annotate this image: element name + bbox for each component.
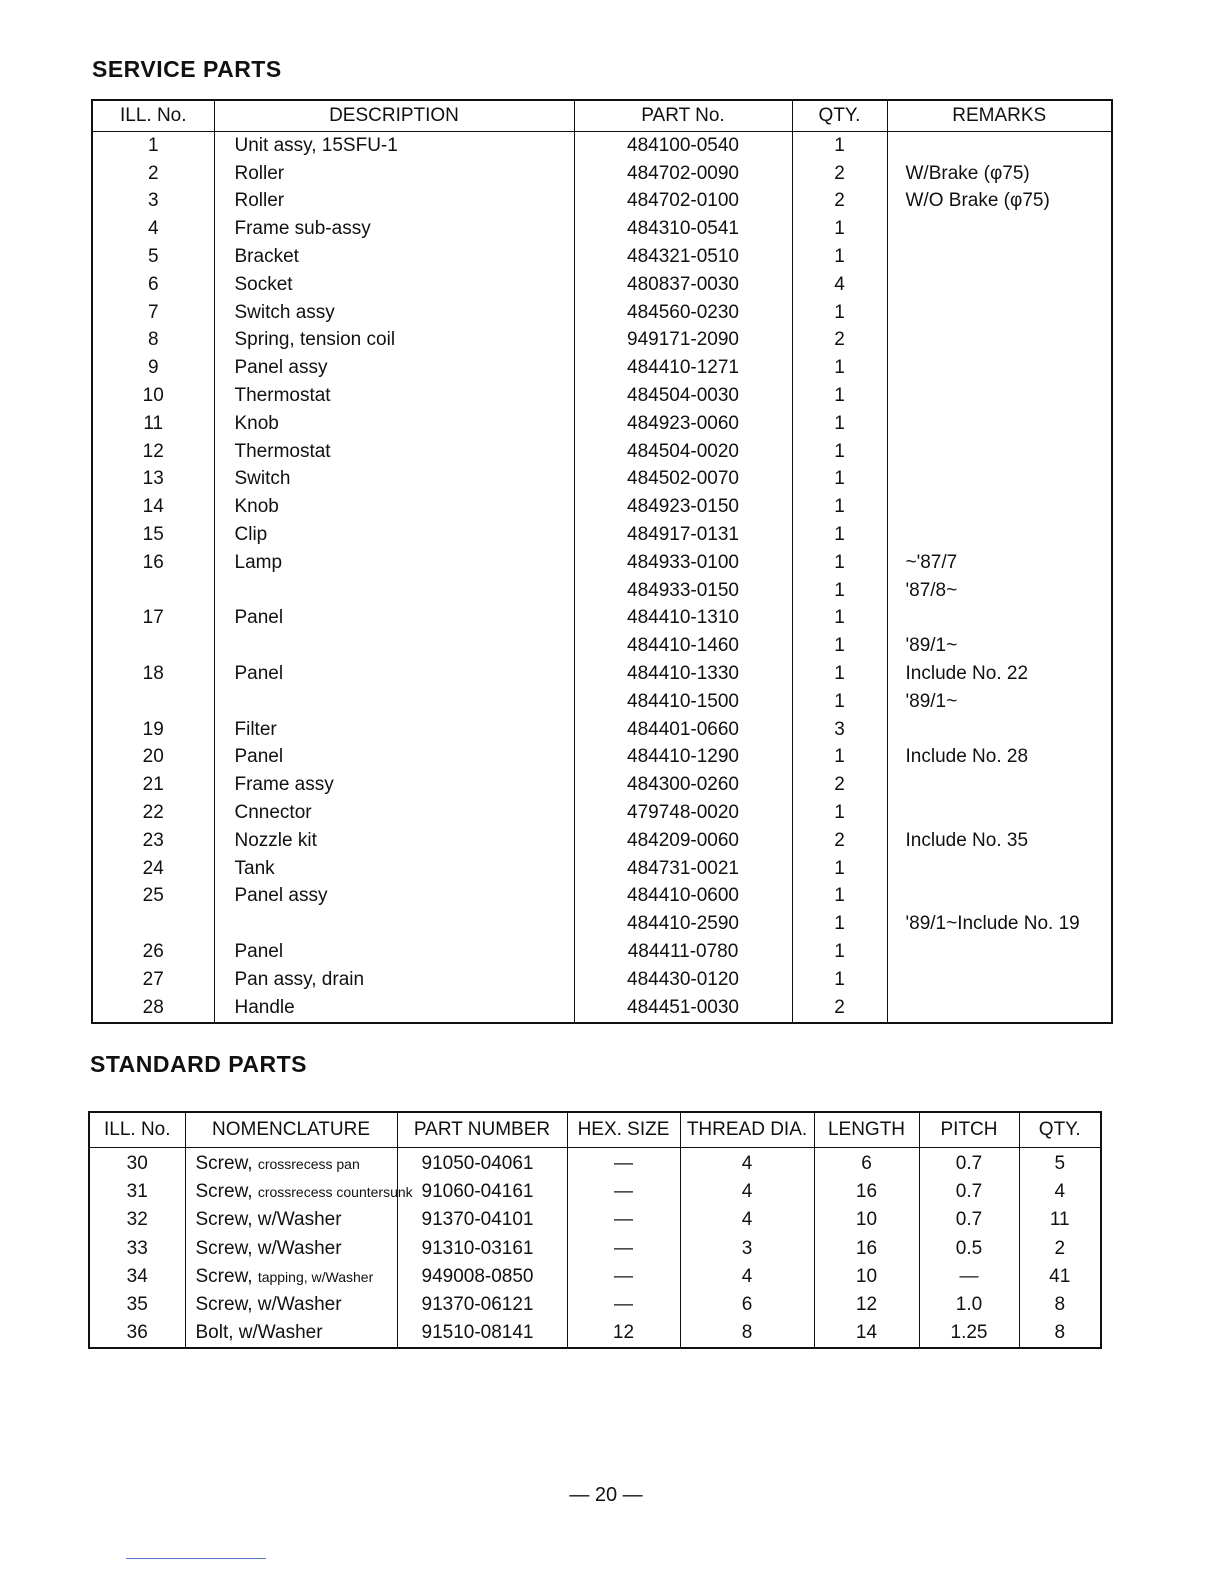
nomenclature-cell	[185, 1178, 413, 1206]
ill-number-cell: 21	[92, 771, 214, 799]
description-cell: Roller	[214, 160, 574, 188]
quantity-cell: 1	[792, 466, 887, 494]
part-number-cell: 484410-1460	[574, 632, 792, 660]
quantity-cell: 1	[792, 688, 887, 716]
ill-number-cell: 10	[92, 382, 214, 410]
part-number-cell: 479748-0020	[574, 799, 792, 827]
remarks-cell	[887, 771, 1112, 799]
description-cell: Panel assy	[214, 354, 574, 382]
table-row	[92, 382, 1112, 410]
pitch-cell: 0.7	[919, 1206, 1019, 1234]
description-cell: Tank	[214, 855, 574, 883]
ill-number-cell: 36	[89, 1319, 185, 1348]
part-number-cell: 484502-0070	[574, 466, 792, 494]
part-number-cell: 484504-0020	[574, 438, 792, 466]
table-row	[92, 771, 1112, 799]
description-cell: Nozzle kit	[214, 827, 574, 855]
part-number-cell: 484917-0131	[574, 521, 792, 549]
pitch-cell: 0.7	[919, 1148, 1019, 1179]
column-header: PART No.	[574, 100, 792, 132]
column-header: PART NUMBER	[397, 1112, 567, 1148]
remarks-cell	[887, 716, 1112, 744]
nomenclature-detail: crossrecess pan	[257, 1156, 360, 1173]
quantity-cell: 1	[792, 410, 887, 438]
nomenclature-detail: tapping, w/Washer	[257, 1268, 374, 1285]
ill-number-cell: 16	[92, 549, 214, 577]
table-row	[89, 1319, 1101, 1348]
quantity-cell: 1	[792, 910, 887, 938]
service-parts-heading: SERVICE PARTS	[92, 56, 282, 82]
part-number-cell: 484504-0030	[574, 382, 792, 410]
table-header-row	[92, 100, 1112, 132]
part-number-cell: 484560-0230	[574, 299, 792, 327]
ill-number-cell: 20	[92, 744, 214, 772]
table-row	[92, 493, 1112, 521]
quantity-cell: 1	[792, 605, 887, 633]
ill-number-cell: 27	[92, 966, 214, 994]
remarks-cell	[887, 855, 1112, 883]
ill-number-cell: 15	[92, 521, 214, 549]
table-row	[92, 410, 1112, 438]
description-cell: Cnnector	[214, 799, 574, 827]
ill-number-cell: 4	[92, 215, 214, 243]
description-cell: Frame assy	[214, 771, 574, 799]
remarks-cell	[887, 883, 1112, 911]
quantity-cell: 4	[792, 271, 887, 299]
nomenclature-cell	[185, 1235, 397, 1263]
remarks-cell	[887, 271, 1112, 299]
column-header: THREAD DIA.	[680, 1112, 814, 1148]
thread-dia-cell: 6	[680, 1291, 814, 1319]
remarks-cell: W/O Brake (φ75)	[887, 188, 1112, 216]
part-number-cell: 91370-04101	[397, 1206, 567, 1234]
ill-number-cell: 35	[89, 1291, 185, 1319]
hex-size-cell: —	[567, 1178, 680, 1206]
quantity-cell: 41	[1019, 1263, 1101, 1291]
ill-number-cell: 25	[92, 883, 214, 911]
column-header: NOMENCLATURE	[185, 1112, 397, 1148]
table-row	[92, 243, 1112, 271]
part-number-cell: 484310-0541	[574, 215, 792, 243]
description-cell	[214, 632, 574, 660]
table-row	[89, 1148, 1101, 1179]
remarks-cell	[887, 466, 1112, 494]
quantity-cell: 2	[792, 771, 887, 799]
table-header-row	[89, 1112, 1101, 1148]
part-number-cell: 91060-04161	[397, 1178, 567, 1206]
part-number-cell: 484430-0120	[574, 966, 792, 994]
footer-divider	[126, 1558, 266, 1559]
length-cell: 14	[814, 1319, 919, 1348]
pitch-cell: —	[919, 1263, 1019, 1291]
quantity-cell: 2	[1019, 1235, 1101, 1263]
table-row	[92, 549, 1112, 577]
ill-number-cell: 17	[92, 605, 214, 633]
remarks-cell: Include No. 35	[887, 827, 1112, 855]
table-row	[92, 327, 1112, 355]
table-row	[92, 799, 1112, 827]
ill-number-cell: 30	[89, 1148, 185, 1179]
column-header: LENGTH	[814, 1112, 919, 1148]
quantity-cell: 1	[792, 438, 887, 466]
nomenclature-cell	[185, 1291, 397, 1319]
nomenclature-main: Screw, w/Washer	[195, 1237, 342, 1259]
hex-size-cell: —	[567, 1206, 680, 1234]
ill-number-cell: 5	[92, 243, 214, 271]
thread-dia-cell: 3	[680, 1235, 814, 1263]
ill-number-cell: 13	[92, 466, 214, 494]
remarks-cell	[887, 327, 1112, 355]
quantity-cell: 1	[792, 660, 887, 688]
column-header: QTY.	[1019, 1112, 1101, 1148]
part-number-cell: 91050-04061	[397, 1148, 567, 1179]
pitch-cell: 1.25	[919, 1319, 1019, 1348]
ill-number-cell: 23	[92, 827, 214, 855]
table-row	[92, 744, 1112, 772]
remarks-cell	[887, 382, 1112, 410]
length-cell: 16	[814, 1178, 919, 1206]
table-row	[92, 521, 1112, 549]
table-row	[92, 215, 1112, 243]
description-cell: Panel	[214, 938, 574, 966]
description-cell: Panel	[214, 744, 574, 772]
column-header: HEX. SIZE	[567, 1112, 680, 1148]
description-cell	[214, 910, 574, 938]
remarks-cell	[887, 994, 1112, 1023]
ill-number-cell: 7	[92, 299, 214, 327]
part-number-cell: 949171-2090	[574, 327, 792, 355]
thread-dia-cell: 4	[680, 1178, 814, 1206]
description-cell	[214, 577, 574, 605]
remarks-cell	[887, 243, 1112, 271]
quantity-cell: 4	[1019, 1178, 1101, 1206]
table-row	[92, 688, 1112, 716]
part-number-cell: 484410-1271	[574, 354, 792, 382]
length-cell: 10	[814, 1263, 919, 1291]
description-cell: Switch	[214, 466, 574, 494]
table-row	[89, 1235, 1101, 1263]
ill-number-cell: 2	[92, 160, 214, 188]
thread-dia-cell: 4	[680, 1206, 814, 1234]
ill-number-cell: 24	[92, 855, 214, 883]
description-cell: Pan assy, drain	[214, 966, 574, 994]
ill-number-cell: 19	[92, 716, 214, 744]
part-number-cell: 484702-0090	[574, 160, 792, 188]
part-number-cell: 484209-0060	[574, 827, 792, 855]
description-cell: Switch assy	[214, 299, 574, 327]
length-cell: 16	[814, 1235, 919, 1263]
description-cell: Filter	[214, 716, 574, 744]
quantity-cell: 1	[792, 966, 887, 994]
quantity-cell: 1	[792, 744, 887, 772]
table-row	[92, 438, 1112, 466]
quantity-cell: 2	[792, 160, 887, 188]
part-number-cell: 484410-1330	[574, 660, 792, 688]
quantity-cell: 1	[792, 215, 887, 243]
ill-number-cell: 1	[92, 132, 214, 160]
table-row	[92, 994, 1112, 1023]
part-number-cell: 484451-0030	[574, 994, 792, 1023]
nomenclature-cell	[185, 1206, 397, 1234]
ill-number-cell: 9	[92, 354, 214, 382]
nomenclature-main: Screw,	[195, 1265, 253, 1287]
ill-number-cell	[92, 688, 214, 716]
remarks-cell	[887, 493, 1112, 521]
description-cell: Knob	[214, 493, 574, 521]
quantity-cell: 1	[792, 493, 887, 521]
remarks-cell	[887, 299, 1112, 327]
thread-dia-cell: 4	[680, 1263, 814, 1291]
remarks-cell: '87/8~	[887, 577, 1112, 605]
remarks-cell	[887, 938, 1112, 966]
description-cell: Panel assy	[214, 883, 574, 911]
ill-number-cell	[92, 632, 214, 660]
table-row	[92, 716, 1112, 744]
length-cell: 10	[814, 1206, 919, 1234]
standard-parts-table	[88, 1111, 1102, 1349]
column-header: ILL. No.	[89, 1112, 185, 1148]
nomenclature-main: Screw,	[195, 1153, 253, 1175]
ill-number-cell: 28	[92, 994, 214, 1023]
service-parts-table	[91, 99, 1113, 1024]
part-number-cell: 484410-1310	[574, 605, 792, 633]
description-cell: Panel	[214, 605, 574, 633]
table-row	[92, 132, 1112, 160]
table-row	[92, 827, 1112, 855]
table-row	[92, 271, 1112, 299]
part-number-cell: 91370-06121	[397, 1291, 567, 1319]
table-row	[92, 577, 1112, 605]
hex-size-cell: —	[567, 1148, 680, 1179]
ill-number-cell: 31	[89, 1178, 185, 1206]
description-cell: Frame sub-assy	[214, 215, 574, 243]
quantity-cell: 2	[792, 827, 887, 855]
table-row	[89, 1178, 1101, 1206]
nomenclature-cell	[185, 1263, 397, 1291]
part-number-cell: 484401-0660	[574, 716, 792, 744]
quantity-cell: 1	[792, 938, 887, 966]
remarks-cell	[887, 410, 1112, 438]
ill-number-cell: 32	[89, 1206, 185, 1234]
ill-number-cell: 18	[92, 660, 214, 688]
nomenclature-main: Screw, w/Washer	[195, 1209, 342, 1231]
table-row	[92, 160, 1112, 188]
remarks-cell: '89/1~	[887, 688, 1112, 716]
table-row	[89, 1263, 1101, 1291]
nomenclature-detail: crossrecess countersunk	[257, 1184, 413, 1201]
quantity-cell: 1	[792, 299, 887, 327]
remarks-cell: '89/1~Include No. 19	[887, 910, 1112, 938]
quantity-cell: 1	[792, 382, 887, 410]
part-number-cell: 484731-0021	[574, 855, 792, 883]
table-row	[92, 883, 1112, 911]
ill-number-cell: 22	[92, 799, 214, 827]
description-cell: Handle	[214, 994, 574, 1023]
nomenclature-main: Screw,	[195, 1181, 253, 1203]
ill-number-cell: 14	[92, 493, 214, 521]
remarks-cell	[887, 521, 1112, 549]
table-row	[92, 910, 1112, 938]
table-row	[92, 605, 1112, 633]
remarks-cell	[887, 132, 1112, 160]
table-row	[92, 299, 1112, 327]
ill-number-cell: 11	[92, 410, 214, 438]
nomenclature-main: Screw, w/Washer	[195, 1294, 342, 1316]
description-cell: Knob	[214, 410, 574, 438]
description-cell	[214, 688, 574, 716]
column-header: PITCH	[919, 1112, 1019, 1148]
part-number-cell: 484410-1290	[574, 744, 792, 772]
description-cell: Lamp	[214, 549, 574, 577]
quantity-cell: 8	[1019, 1319, 1101, 1348]
quantity-cell: 3	[792, 716, 887, 744]
quantity-cell: 1	[792, 577, 887, 605]
part-number-cell: 480837-0030	[574, 271, 792, 299]
description-cell: Clip	[214, 521, 574, 549]
description-cell: Spring, tension coil	[214, 327, 574, 355]
hex-size-cell: 12	[567, 1319, 680, 1348]
length-cell: 6	[814, 1148, 919, 1179]
quantity-cell: 2	[792, 327, 887, 355]
part-number-cell: 484300-0260	[574, 771, 792, 799]
ill-number-cell: 26	[92, 938, 214, 966]
remarks-cell: Include No. 28	[887, 744, 1112, 772]
part-number-cell: 484411-0780	[574, 938, 792, 966]
pitch-cell: 0.5	[919, 1235, 1019, 1263]
hex-size-cell: —	[567, 1235, 680, 1263]
remarks-cell: W/Brake (φ75)	[887, 160, 1112, 188]
part-number-cell: 91310-03161	[397, 1235, 567, 1263]
quantity-cell: 1	[792, 799, 887, 827]
table-row	[92, 938, 1112, 966]
table-row	[92, 188, 1112, 216]
column-header: REMARKS	[887, 100, 1112, 132]
part-number-cell: 484321-0510	[574, 243, 792, 271]
quantity-cell: 1	[792, 883, 887, 911]
table-row	[89, 1206, 1101, 1234]
remarks-cell	[887, 605, 1112, 633]
nomenclature-main: Bolt, w/Washer	[195, 1322, 323, 1344]
column-header: ILL. No.	[92, 100, 214, 132]
quantity-cell: 8	[1019, 1291, 1101, 1319]
part-number-cell: 484410-2590	[574, 910, 792, 938]
hex-size-cell: —	[567, 1263, 680, 1291]
ill-number-cell: 3	[92, 188, 214, 216]
remarks-cell: ~'87/7	[887, 549, 1112, 577]
column-header: QTY.	[792, 100, 887, 132]
remarks-cell: Include No. 22	[887, 660, 1112, 688]
part-number-cell: 484410-1500	[574, 688, 792, 716]
quantity-cell: 1	[792, 521, 887, 549]
ill-number-cell	[92, 577, 214, 605]
part-number-cell: 91510-08141	[397, 1319, 567, 1348]
ill-number-cell: 12	[92, 438, 214, 466]
remarks-cell: '89/1~	[887, 632, 1112, 660]
hex-size-cell: —	[567, 1291, 680, 1319]
thread-dia-cell: 4	[680, 1148, 814, 1179]
table-row	[92, 966, 1112, 994]
description-cell: Roller	[214, 188, 574, 216]
table-row	[92, 660, 1112, 688]
nomenclature-cell	[185, 1148, 397, 1179]
description-cell: Socket	[214, 271, 574, 299]
page-number: — 20 —	[569, 1484, 643, 1506]
table-row	[92, 466, 1112, 494]
remarks-cell	[887, 215, 1112, 243]
quantity-cell: 1	[792, 132, 887, 160]
ill-number-cell: 6	[92, 271, 214, 299]
quantity-cell: 5	[1019, 1148, 1101, 1179]
ill-number-cell: 34	[89, 1263, 185, 1291]
part-number-cell: 484933-0100	[574, 549, 792, 577]
quantity-cell: 1	[792, 243, 887, 271]
description-cell: Thermostat	[214, 382, 574, 410]
quantity-cell: 1	[792, 855, 887, 883]
nomenclature-cell	[185, 1319, 397, 1348]
description-cell: Unit assy, 15SFU-1	[214, 132, 574, 160]
quantity-cell: 2	[792, 188, 887, 216]
ill-number-cell: 8	[92, 327, 214, 355]
part-number-cell: 484410-0600	[574, 883, 792, 911]
description-cell: Panel	[214, 660, 574, 688]
description-cell: Thermostat	[214, 438, 574, 466]
quantity-cell: 1	[792, 549, 887, 577]
ill-number-cell: 33	[89, 1235, 185, 1263]
remarks-cell	[887, 966, 1112, 994]
pitch-cell: 0.7	[919, 1178, 1019, 1206]
quantity-cell: 11	[1019, 1206, 1101, 1234]
quantity-cell: 1	[792, 632, 887, 660]
table-row	[92, 855, 1112, 883]
quantity-cell: 2	[792, 994, 887, 1023]
thread-dia-cell: 8	[680, 1319, 814, 1348]
remarks-cell	[887, 354, 1112, 382]
part-number-cell: 949008-0850	[397, 1263, 567, 1291]
quantity-cell: 1	[792, 354, 887, 382]
remarks-cell	[887, 438, 1112, 466]
part-number-cell: 484702-0100	[574, 188, 792, 216]
table-row	[92, 354, 1112, 382]
table-row	[89, 1291, 1101, 1319]
pitch-cell: 1.0	[919, 1291, 1019, 1319]
length-cell: 12	[814, 1291, 919, 1319]
standard-parts-heading: STANDARD PARTS	[90, 1051, 307, 1077]
ill-number-cell	[92, 910, 214, 938]
part-number-cell: 484923-0150	[574, 493, 792, 521]
part-number-cell: 484933-0150	[574, 577, 792, 605]
remarks-cell	[887, 799, 1112, 827]
part-number-cell: 484100-0540	[574, 132, 792, 160]
column-header: DESCRIPTION	[214, 100, 574, 132]
table-row	[92, 632, 1112, 660]
part-number-cell: 484923-0060	[574, 410, 792, 438]
description-cell: Bracket	[214, 243, 574, 271]
